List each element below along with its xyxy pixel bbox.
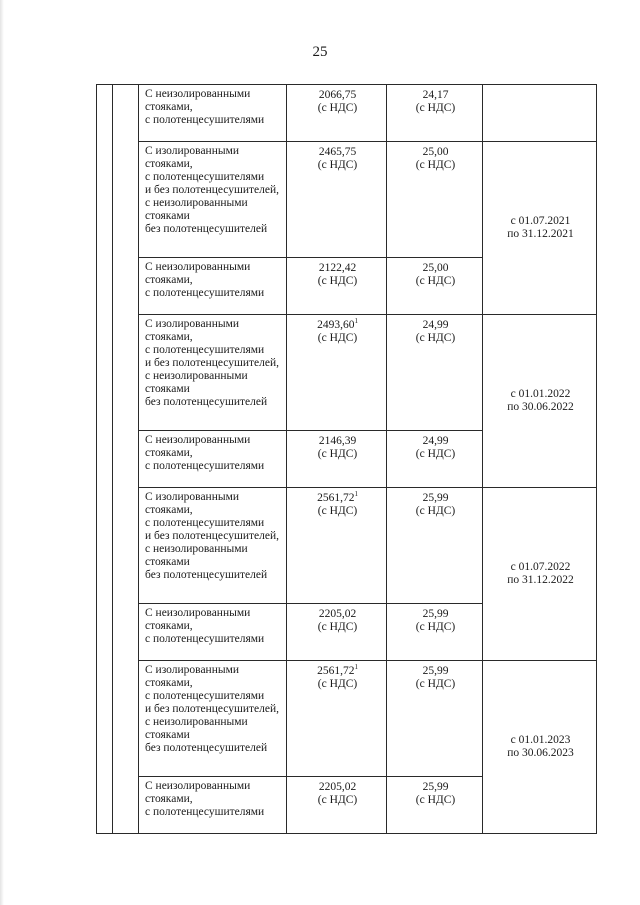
period-to: по 30.06.2022	[507, 401, 574, 414]
norm-value: 24,99	[422, 318, 449, 331]
norm-cell	[387, 603, 483, 660]
price-footnote: 1	[354, 490, 358, 499]
price-note: (с НДС)	[317, 793, 358, 806]
table-row	[97, 660, 597, 776]
period-to: по 31.12.2021	[507, 228, 574, 241]
price-value: 2205,02	[318, 780, 357, 793]
price-note: (с НДС)	[317, 158, 358, 171]
tariff-table	[96, 84, 597, 834]
price-cell	[287, 314, 387, 430]
norm-value: 24,17	[422, 89, 449, 101]
norm-cell	[387, 660, 483, 776]
period-from: с 01.07.2022	[510, 561, 571, 574]
price-cell	[287, 141, 387, 257]
price-note: (с НДС)	[317, 620, 358, 633]
price-cell	[287, 430, 387, 487]
norm-value: 25,99	[422, 664, 449, 677]
description-cell: С изолированными стояками, с полотенцесушителями и без полотенцесушителей, с неизолированными стояками без полотенцесушителей	[139, 487, 287, 603]
period-from: с 01.01.2022	[510, 388, 571, 401]
period-cell	[483, 660, 597, 833]
norm-note: (с НДС)	[415, 158, 456, 171]
norm-value: 24,99	[422, 434, 449, 447]
price-note: (с НДС)	[317, 677, 358, 690]
norm-note: (с НДС)	[415, 331, 456, 344]
norm-note: (с НДС)	[415, 620, 456, 633]
blank-cell	[97, 85, 113, 834]
norm-note: (с НДС)	[415, 793, 456, 806]
description-cell: С изолированными стояками, с полотенцесушителями и без полотенцесушителей, с неизолированными стояками без полотенцесушителей	[139, 141, 287, 257]
price-value: 2122,42	[318, 261, 357, 274]
price-value: 2205,02	[318, 607, 357, 620]
period-cell	[483, 487, 597, 660]
norm-cell	[387, 85, 483, 142]
price-value: 2493,60	[317, 318, 355, 331]
description-cell: С неизолированными стояками, с полотенцесушителями	[139, 603, 287, 660]
norm-value: 25,00	[422, 145, 449, 158]
price-cell	[287, 776, 387, 833]
description-cell: С неизолированными стояками, с полотенцесушителями	[139, 430, 287, 487]
norm-note: (с НДС)	[415, 447, 456, 460]
price-cell	[287, 487, 387, 603]
table-row	[97, 141, 597, 257]
price-value: 2561,72	[317, 664, 355, 677]
scan-edge	[0, 0, 4, 905]
price-value: 2561,72	[317, 491, 355, 504]
norm-value: 25,00	[422, 261, 449, 274]
norm-note: (с НДС)	[415, 274, 456, 287]
price-footnote: 1	[354, 663, 358, 672]
period-cell-empty	[483, 85, 597, 142]
norm-cell	[387, 776, 483, 833]
norm-note: (с НДС)	[415, 504, 456, 517]
price-cell	[287, 85, 387, 142]
price-note: (с НДС)	[317, 504, 358, 517]
description-cell: С изолированными стояками, с полотенцесушителями и без полотенцесушителей, с неизолированными стояками без полотенцесушителей	[139, 660, 287, 776]
norm-note: (с НДС)	[415, 677, 456, 690]
table-row	[97, 487, 597, 603]
norm-cell	[387, 257, 483, 314]
norm-cell	[387, 314, 483, 430]
blank-cell	[113, 85, 139, 834]
norm-cell	[387, 430, 483, 487]
description-cell: С неизолированными стояками, с полотенцесушителями	[139, 257, 287, 314]
period-from: с 01.07.2021	[510, 215, 571, 228]
norm-value: 25,99	[422, 491, 449, 504]
price-cell	[287, 660, 387, 776]
period-from: с 01.01.2023	[510, 734, 571, 747]
price-note: (с НДС)	[317, 102, 358, 114]
description-cell: С неизолированными стояками, с полотенцесушителями	[139, 85, 287, 142]
norm-value: 25,99	[422, 780, 449, 793]
period-cell	[483, 314, 597, 487]
price-note: (с НДС)	[317, 274, 358, 287]
description-cell: С неизолированными стояками, с полотенцесушителями	[139, 776, 287, 833]
table-row	[97, 314, 597, 430]
page-number: 25	[312, 44, 328, 60]
price-footnote: 1	[354, 317, 358, 326]
price-value: 2465,75	[318, 145, 357, 158]
period-to: по 30.06.2023	[507, 747, 574, 760]
period-to: по 31.12.2022	[507, 574, 574, 587]
price-value: 2146,39	[318, 434, 357, 447]
table-row	[97, 85, 597, 142]
price-cell	[287, 603, 387, 660]
norm-cell	[387, 141, 483, 257]
price-value: 2066,75	[318, 89, 357, 101]
price-cell	[287, 257, 387, 314]
price-note: (с НДС)	[317, 331, 358, 344]
norm-cell	[387, 487, 483, 603]
period-cell	[483, 141, 597, 314]
norm-note: (с НДС)	[415, 102, 456, 114]
norm-value: 25,99	[422, 607, 449, 620]
price-note: (с НДС)	[317, 447, 358, 460]
description-cell: С изолированными стояками, с полотенцесушителями и без полотенцесушителей, с неизолированными стояками без полотенцесушителей	[139, 314, 287, 430]
